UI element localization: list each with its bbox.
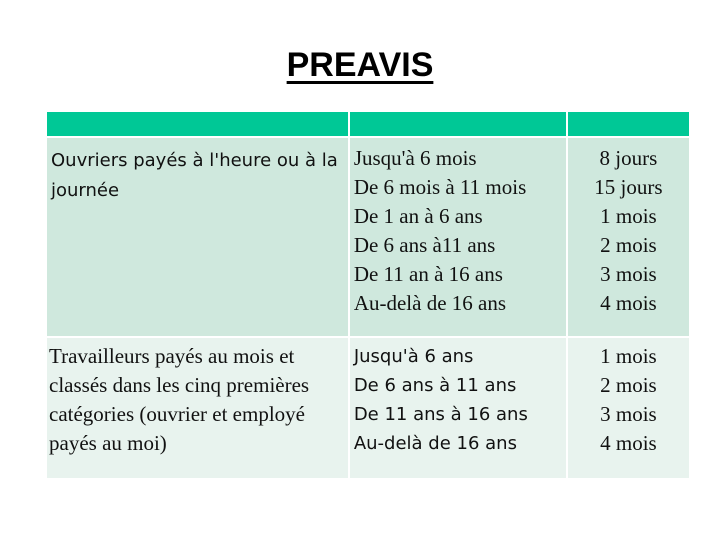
table-row bbox=[46, 337, 690, 479]
category-line: payés au moi) bbox=[49, 431, 167, 455]
notice-cell bbox=[567, 337, 690, 479]
seniority-item: De 6 ans à 11 ans bbox=[353, 375, 517, 396]
category-cell bbox=[46, 337, 349, 479]
table-row bbox=[46, 137, 690, 337]
page-title: PREAVIS bbox=[286, 46, 434, 84]
seniority-item: Au-delà de 16 ans bbox=[353, 291, 507, 315]
notice-list bbox=[568, 138, 689, 318]
seniority-item: Jusqu'à 6 ans bbox=[353, 346, 474, 367]
notice-item: 2 mois bbox=[600, 233, 657, 257]
seniority-list bbox=[350, 338, 566, 458]
category-text bbox=[47, 338, 348, 458]
category-cell bbox=[46, 137, 349, 337]
notice-table bbox=[45, 110, 691, 480]
notice-item: 3 mois bbox=[600, 262, 657, 286]
header-cell bbox=[567, 111, 690, 137]
notice-item: 1 mois bbox=[600, 344, 657, 368]
category-line: classés dans les cinq premières bbox=[49, 373, 310, 397]
seniority-item: De 11 ans à 16 ans bbox=[353, 404, 528, 425]
notice-list bbox=[568, 338, 689, 458]
category-text: Ouvriers payés à l'heure ou à la journée bbox=[51, 150, 338, 201]
seniority-item: De 11 an à 16 ans bbox=[353, 262, 503, 286]
notice-item: 15 jours bbox=[594, 175, 663, 199]
header-cell bbox=[349, 111, 567, 137]
seniority-cell bbox=[349, 137, 567, 337]
notice-item: 2 mois bbox=[600, 373, 657, 397]
header-cell bbox=[46, 111, 349, 137]
seniority-list bbox=[350, 138, 566, 318]
seniority-item: Au-delà de 16 ans bbox=[353, 433, 517, 454]
notice-cell bbox=[567, 137, 690, 337]
seniority-item: De 1 an à 6 ans bbox=[353, 204, 483, 228]
notice-item: 1 mois bbox=[600, 204, 657, 228]
category-line: Travailleurs payés au mois et bbox=[49, 344, 295, 368]
notice-item: 4 mois bbox=[600, 291, 657, 315]
notice-item: 8 jours bbox=[599, 146, 658, 170]
notice-item: 3 mois bbox=[600, 402, 657, 426]
seniority-cell bbox=[349, 337, 567, 479]
notice-item: 4 mois bbox=[600, 431, 657, 455]
seniority-item: De 6 ans à11 ans bbox=[353, 233, 496, 257]
category-line: catégories (ouvrier et employé bbox=[49, 402, 305, 426]
seniority-item: Jusqu'à 6 mois bbox=[353, 146, 477, 170]
table-header-row bbox=[46, 111, 690, 137]
seniority-item: De 6 mois à 11 mois bbox=[353, 175, 527, 199]
